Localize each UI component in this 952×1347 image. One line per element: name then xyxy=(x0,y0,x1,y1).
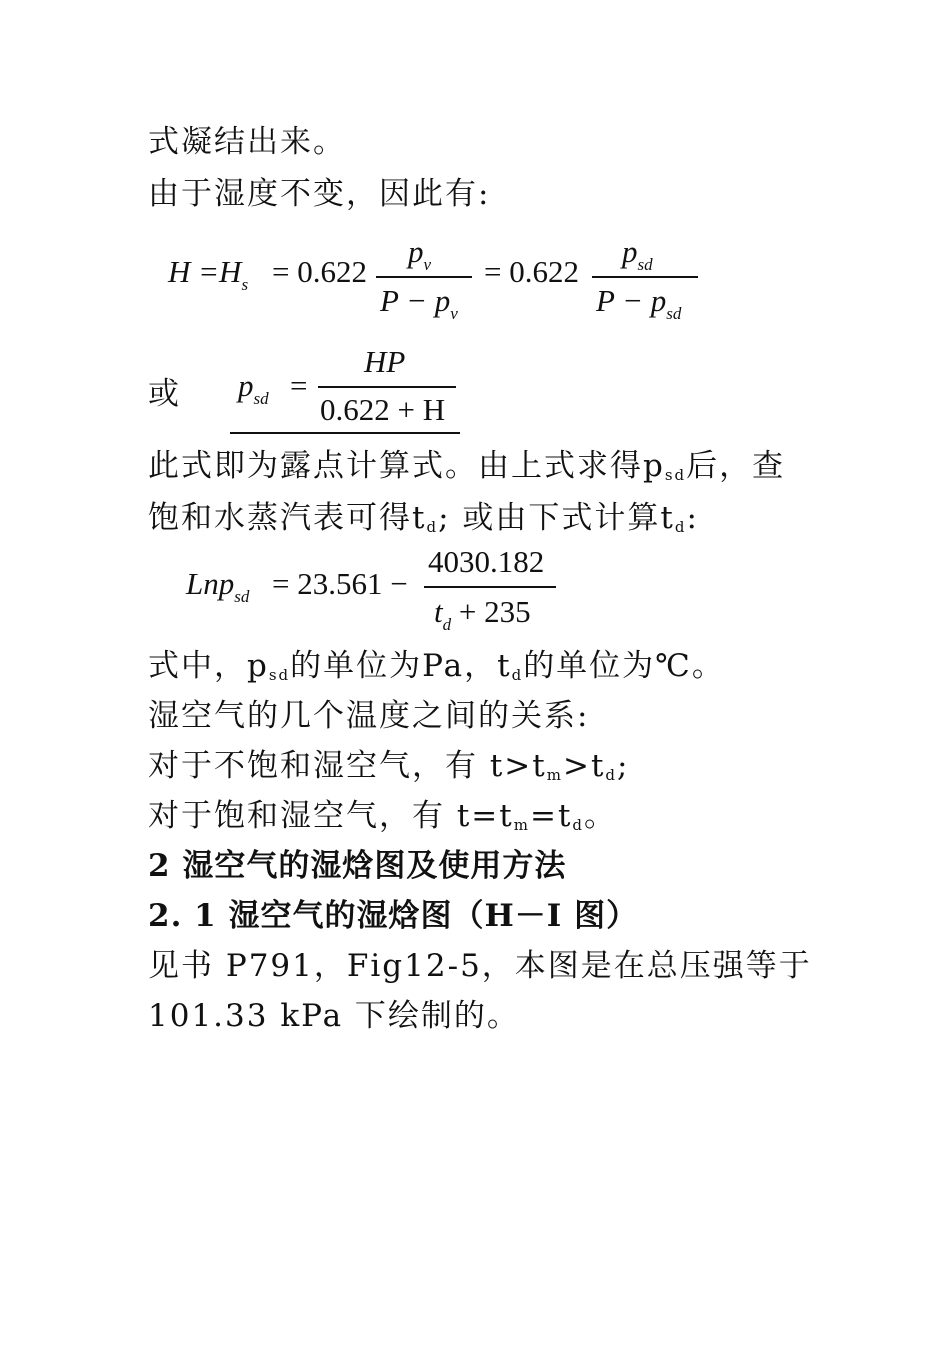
eq3-den-rest: + 235 xyxy=(458,594,531,629)
eq2-lhs-sub: sd xyxy=(253,389,269,408)
eq1-num2: p xyxy=(622,234,638,269)
eq1-den1-sub: v xyxy=(450,304,458,323)
paragraph-line: 101.33 kPa 下绘制的。 xyxy=(148,998,520,1034)
eq3-constant: = 23.561 − xyxy=(272,566,408,601)
paragraph-line: 式凝结出来。 xyxy=(148,124,346,160)
paragraph-line: 此式即为露点计算式。由上式求得$p_{sd}$后，查 xyxy=(148,448,786,484)
eq1-coef2: = 0.622 xyxy=(484,254,579,289)
eq1-num2-sub: sd xyxy=(637,255,653,274)
eq1-num1: p xyxy=(408,234,424,269)
or-label: 或 xyxy=(148,376,181,412)
eq1-den2-sub: sd xyxy=(666,304,682,323)
fraction-bar xyxy=(424,586,556,588)
fraction-bar xyxy=(318,386,456,388)
eq2-numerator: HP xyxy=(364,344,406,379)
eq3-numerator: 4030.182 xyxy=(428,544,545,579)
eq1-den2: P − p xyxy=(596,283,667,318)
paragraph-line: 对于饱和湿空气，有 $t=t_m=t_d$。 xyxy=(148,798,618,834)
paragraph-line: 由于湿度不变，因此有: xyxy=(148,176,491,212)
eq3-den-t: t xyxy=(434,594,443,629)
eq3-lhs-sub: sd xyxy=(234,587,250,606)
eq1-lhs: H =H xyxy=(168,254,242,289)
eq3-den-sub: d xyxy=(442,615,452,634)
subsection-heading: 2. 1 湿空气的湿焓图（H－I 图） xyxy=(148,898,639,934)
eq2-denominator: 0.622 + H xyxy=(320,392,446,427)
paragraph-line: 饱和水蒸汽表可得$t_d$; 或由下式计算$t_d$: xyxy=(148,500,699,536)
eq1-den1: P − p xyxy=(380,283,451,318)
fraction-bar xyxy=(592,276,698,278)
eq1-coef: = 0.622 xyxy=(272,254,367,289)
eq2-lhs: p xyxy=(238,368,254,403)
paragraph-line: 湿空气的几个温度之间的关系: xyxy=(148,698,590,734)
fraction-bar xyxy=(376,276,472,278)
eq2-equals: = xyxy=(290,368,308,403)
underline-rule xyxy=(230,432,460,434)
eq1-num1-sub: v xyxy=(423,255,432,274)
paragraph-line: 式中，$p_{sd}$的单位为Pa，$t_d$的单位为℃。 xyxy=(148,648,725,684)
section-heading: 2 湿空气的湿焓图及使用方法 xyxy=(148,848,567,884)
paragraph-line: 见书 P791，Fig12-5，本图是在总压强等于 xyxy=(148,948,812,984)
paragraph-line: 对于不饱和湿空气，有 $t>t_m>t_d$; xyxy=(148,748,630,784)
eq1-lhs-sub: s xyxy=(241,275,249,294)
eq3-lhs: Lnp xyxy=(186,566,235,601)
